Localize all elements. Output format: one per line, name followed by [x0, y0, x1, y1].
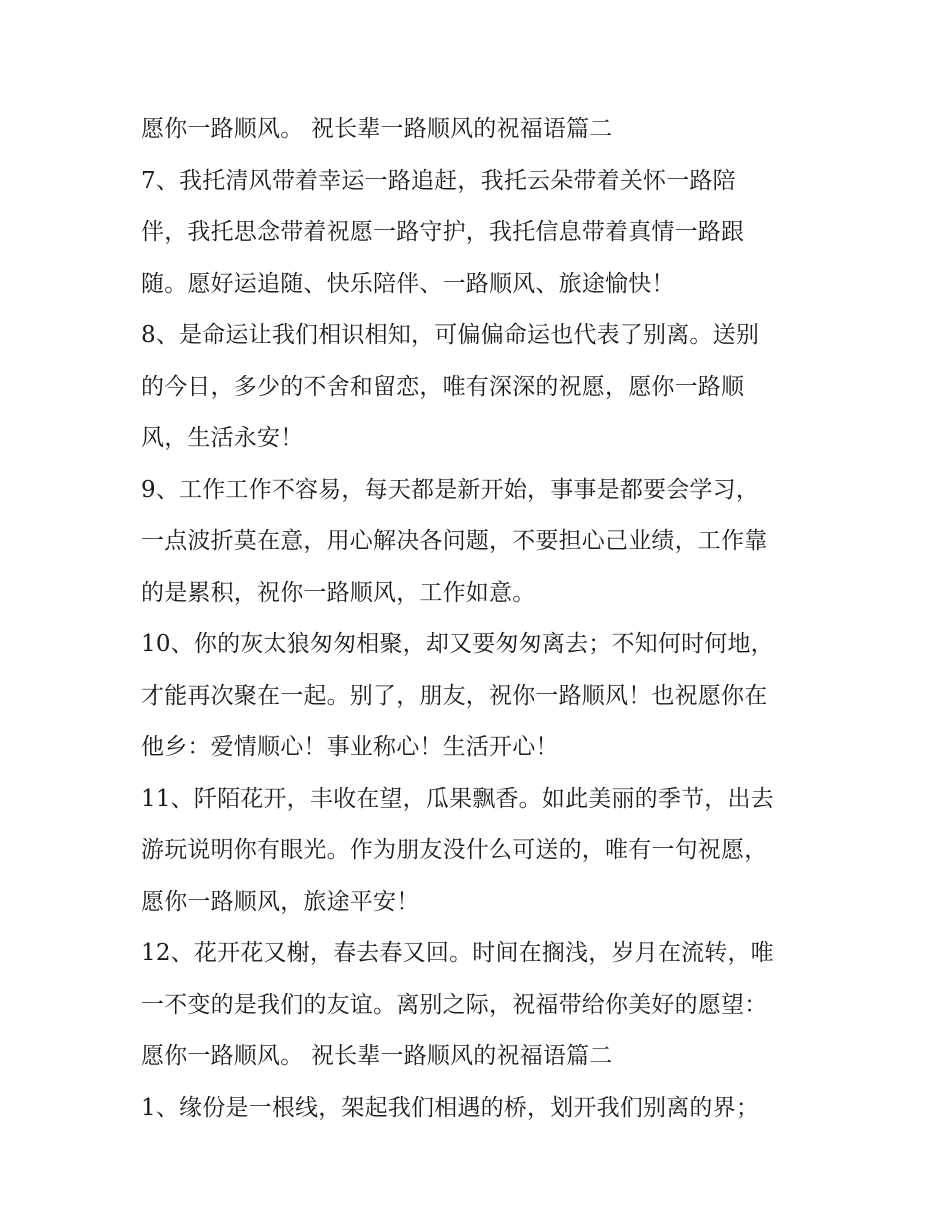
text-line: 7、我托清风带着幸运一路追赶，我托云朵带着关怀一路陪 [141, 167, 736, 194]
text-line: 伴，我托思念带着祝愿一路守护，我托信息带着真情一路跟 [141, 219, 745, 245]
text-line: 一不变的是我们的友谊。离别之际，祝福带给你美好的愿望： [141, 991, 768, 1018]
text-line: 11、阡陌花开，丰收在望，瓜果飘香。如此美丽的季节，出去 [141, 785, 774, 812]
text-line: 8、是命运让我们相识相知，可偏偏命运也代表了别离。送别 [141, 322, 760, 348]
text-line: 12、花开花又榭，春去春又回。时间在搁浅，岁月在流转，唯 [141, 940, 774, 966]
text-line: 9、工作工作不容易，每天都是新开始，事事是都要会学习， [141, 476, 760, 503]
text-line: 10、你的灰太狼匆匆相聚，却又要匆匆离去；不知何时何地， [141, 631, 774, 657]
text-line: 一点波折莫在意，用心解决各问题，不要担心己业绩，工作靠 [141, 528, 768, 554]
text-line: 的是累积，祝你一路顺风，工作如意。 [141, 579, 536, 606]
text-line: 他乡：爱情顺心！事业称心！生活开心！ [141, 734, 559, 760]
text-line: 才能再次聚在一起。别了，朋友，祝你一路顺风！也祝愿你在 [141, 682, 768, 709]
text-line: 愿你一路顺风。 祝长辈一路顺风的祝福语篇二 [141, 1043, 613, 1069]
text-line: 的今日，多少的不舍和留恋，唯有深深的祝愿，愿你一路顺 [141, 373, 745, 400]
text-line: 风，生活永安！ [141, 425, 304, 451]
text-line: 愿你一路顺风，旅途平安！ [141, 888, 420, 915]
text-line: 1、缘份是一根线，架起我们相遇的桥，划开我们别离的界； [141, 1094, 760, 1121]
document-body [141, 104, 821, 1134]
text-line: 随。愿好运追随、快乐陪伴、一路顺风、旅途愉快！ [141, 270, 675, 297]
text-line: 游玩说明你有眼光。作为朋友没什么可送的，唯有一句祝愿， [141, 837, 768, 863]
text-line: 愿你一路顺风。 祝长辈一路顺风的祝福语篇二 [141, 116, 613, 142]
